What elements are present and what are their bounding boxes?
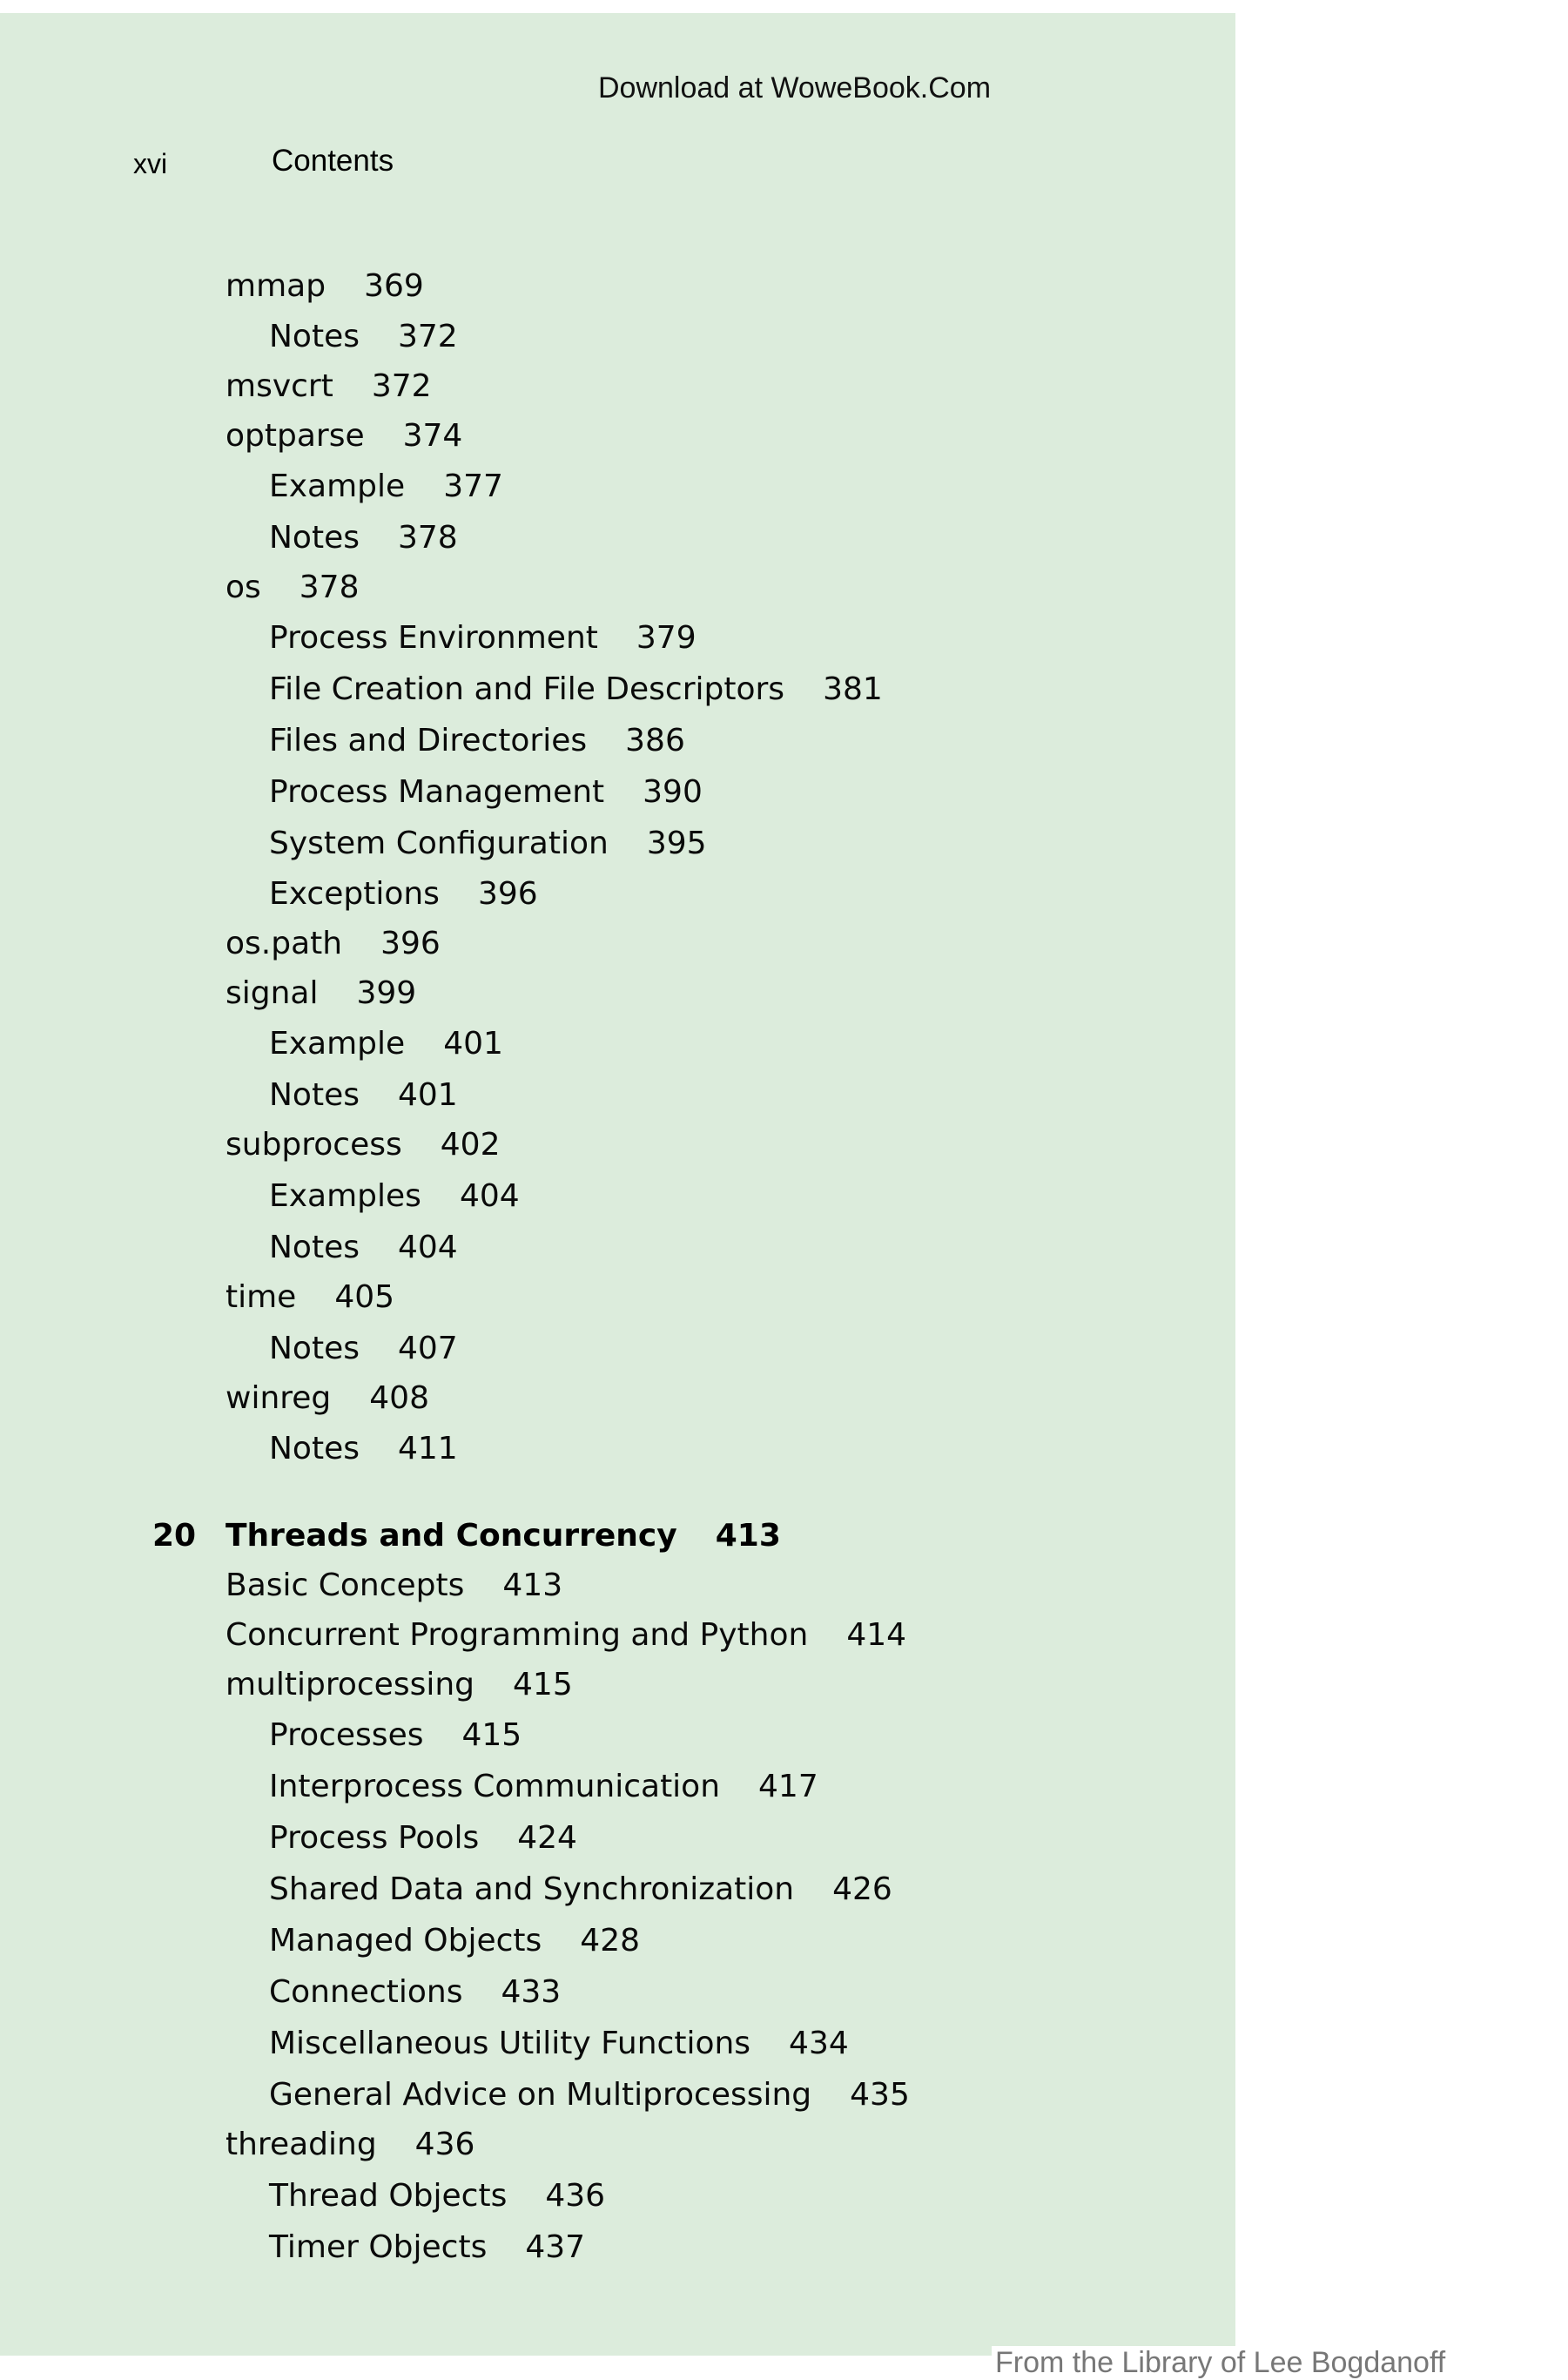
toc-entry-page: 390 — [643, 774, 703, 810]
toc-entry — [269, 1974, 562, 2010]
toc-entry-title: Exceptions — [269, 876, 440, 912]
toc-entry-page: 404 — [459, 1178, 520, 1214]
toc-entry-page: 405 — [334, 1279, 395, 1315]
toc-entry — [269, 774, 703, 810]
toc-entry-page: 396 — [477, 876, 538, 912]
toc-entry-title: Basic Concepts — [225, 1568, 465, 1603]
toc-entry-title: Process Environment — [269, 620, 598, 656]
toc-entry-title: Miscellaneous Utility Functions — [269, 2026, 751, 2061]
chapter-heading — [225, 1520, 781, 1552]
toc-entry-page: 437 — [525, 2229, 586, 2265]
toc-entry-title: Example — [269, 469, 406, 504]
toc-entry-title: Processes — [269, 1717, 424, 1753]
toc-entry — [269, 1028, 503, 1060]
toc-entry — [225, 1380, 429, 1416]
toc-entry — [269, 671, 883, 707]
toc-entry-title: os.path — [225, 926, 343, 961]
toc-entry-title: Connections — [269, 1974, 463, 2010]
book-page — [0, 13, 1235, 2356]
toc-entry — [269, 1717, 522, 1753]
toc-entry — [269, 471, 503, 502]
chapter-title: Threads and Concurrency — [225, 1518, 677, 1554]
toc-entry-page: 377 — [443, 469, 503, 504]
toc-entry — [225, 572, 360, 603]
toc-entry-page: 428 — [580, 1923, 641, 1959]
toc-entry-page: 401 — [397, 1077, 458, 1113]
toc-entry — [269, 2077, 910, 2113]
toc-entry — [225, 368, 432, 404]
toc-entry-page: 408 — [369, 1380, 429, 1416]
toc-entry-title: Examples — [269, 1178, 421, 1214]
toc-entry — [269, 1232, 458, 1264]
toc-entry — [269, 1178, 520, 1214]
toc-entry — [269, 1871, 892, 1907]
chapter-number: 20 — [152, 1518, 197, 1554]
toc-entry-page: 415 — [513, 1667, 573, 1702]
toc-entry-page: 386 — [625, 723, 685, 758]
toc-entry — [225, 1129, 500, 1161]
toc-entry-title: General Advice on Multiprocessing — [269, 2077, 812, 2113]
toc-entry-title: Managed Objects — [269, 1923, 542, 1959]
toc-entry-page: 414 — [846, 1617, 907, 1653]
toc-entry-page: 426 — [832, 1871, 892, 1907]
toc-entry-title: time — [225, 1279, 297, 1315]
toc-entry-page: 413 — [502, 1568, 563, 1603]
toc-entry — [225, 1570, 562, 1601]
toc-entry-page: 399 — [356, 975, 417, 1011]
toc-entry-page: 415 — [461, 1717, 522, 1753]
toc-entry-title: msvcrt — [225, 368, 333, 404]
toc-entry — [225, 1279, 395, 1315]
toc-entry — [269, 725, 685, 757]
toc-entry — [225, 268, 424, 304]
toc-entry — [269, 1925, 640, 1957]
toc-entry-title: os — [225, 570, 261, 605]
toc-entry-title: optparse — [225, 418, 365, 454]
toc-entry-page: 378 — [299, 570, 360, 605]
toc-entry — [269, 321, 458, 353]
toc-entry — [225, 418, 463, 454]
toc-entry-page: 407 — [397, 1331, 458, 1366]
toc-entry-title: Process Management — [269, 774, 605, 810]
toc-entry — [269, 2229, 586, 2265]
toc-entry — [225, 928, 441, 960]
toc-entry-title: Interprocess Communication — [269, 1769, 721, 1804]
toc-entry-page: 379 — [636, 620, 697, 656]
toc-entry-title: Notes — [269, 1230, 360, 1265]
toc-entry-title: winreg — [225, 1380, 332, 1416]
footer-text: From the Library of Lee Bogdanoff — [995, 2346, 1446, 2379]
chapter-page: 413 — [715, 1518, 781, 1554]
page-number: xvi — [133, 148, 168, 179]
toc-entry-page: 374 — [402, 418, 463, 454]
toc-entry-title: Example — [269, 1026, 406, 1062]
toc-entry-title: Notes — [269, 520, 360, 556]
toc-entry-title: threading — [225, 2127, 377, 2162]
toc-entry-title: System Configuration — [269, 826, 609, 861]
download-watermark: Download at WoweBook.Com — [598, 71, 992, 105]
footer-strip — [992, 2346, 1568, 2379]
toc-entry-title: multiprocessing — [225, 1667, 475, 1702]
toc-entry — [269, 1820, 577, 1856]
toc-entry-title: mmap — [225, 268, 326, 304]
toc-entry-page: 433 — [501, 1974, 562, 2010]
toc-entry-page: 369 — [364, 268, 424, 304]
toc-entry-title: Files and Directories — [269, 723, 588, 758]
toc-entry-page: 434 — [789, 2026, 849, 2061]
toc-entry-title: Timer Objects — [269, 2229, 488, 2265]
toc-entry-page: 411 — [397, 1431, 458, 1466]
toc-entry — [225, 2129, 474, 2161]
toc-entry-page: 436 — [545, 2178, 606, 2214]
toc-entry — [225, 1669, 573, 1701]
toc-entry — [225, 1617, 907, 1653]
toc-entry-title: Notes — [269, 319, 360, 354]
toc-entry-title: Notes — [269, 1077, 360, 1113]
toc-entry-title: Concurrent Programming and Python — [225, 1617, 809, 1653]
toc-entry — [269, 620, 697, 656]
toc-entry — [269, 2028, 849, 2060]
toc-entry-page: 404 — [397, 1230, 458, 1265]
toc-entry-page: 378 — [397, 520, 458, 556]
toc-entry-page: 372 — [397, 319, 458, 354]
toc-entry-page: 381 — [823, 671, 883, 707]
toc-entry — [269, 828, 707, 860]
toc-entry-title: File Creation and File Descriptors — [269, 671, 785, 707]
toc-entry-page: 372 — [371, 368, 432, 404]
toc-entry-page: 395 — [646, 826, 707, 861]
toc-entry-title: Shared Data and Synchronization — [269, 1871, 795, 1907]
toc-entry — [269, 1077, 458, 1113]
toc-entry-title: Thread Objects — [269, 2178, 508, 2214]
toc-entry — [269, 876, 538, 912]
toc-entry — [269, 1771, 818, 1803]
running-head: Contents — [272, 144, 394, 178]
toc-entry-title: Notes — [269, 1331, 360, 1366]
toc-entry — [269, 520, 458, 556]
toc-entry-page: 396 — [380, 926, 441, 961]
toc-entry-page: 401 — [443, 1026, 503, 1062]
toc-entry-title: subprocess — [225, 1127, 402, 1163]
toc-entry-title: signal — [225, 975, 319, 1011]
toc-entry-page: 417 — [758, 1769, 818, 1804]
toc-entry-page: 436 — [414, 2127, 475, 2162]
toc-entry-title: Notes — [269, 1431, 360, 1466]
toc-entry — [269, 1433, 458, 1465]
toc-entry-page: 424 — [517, 1820, 577, 1856]
toc-entry-title: Process Pools — [269, 1820, 480, 1856]
toc-entry-page: 435 — [850, 2077, 910, 2113]
toc-entry — [225, 975, 417, 1011]
toc-entry-page: 402 — [440, 1127, 501, 1163]
toc-entry — [269, 2178, 606, 2214]
toc-entry — [269, 1333, 458, 1365]
